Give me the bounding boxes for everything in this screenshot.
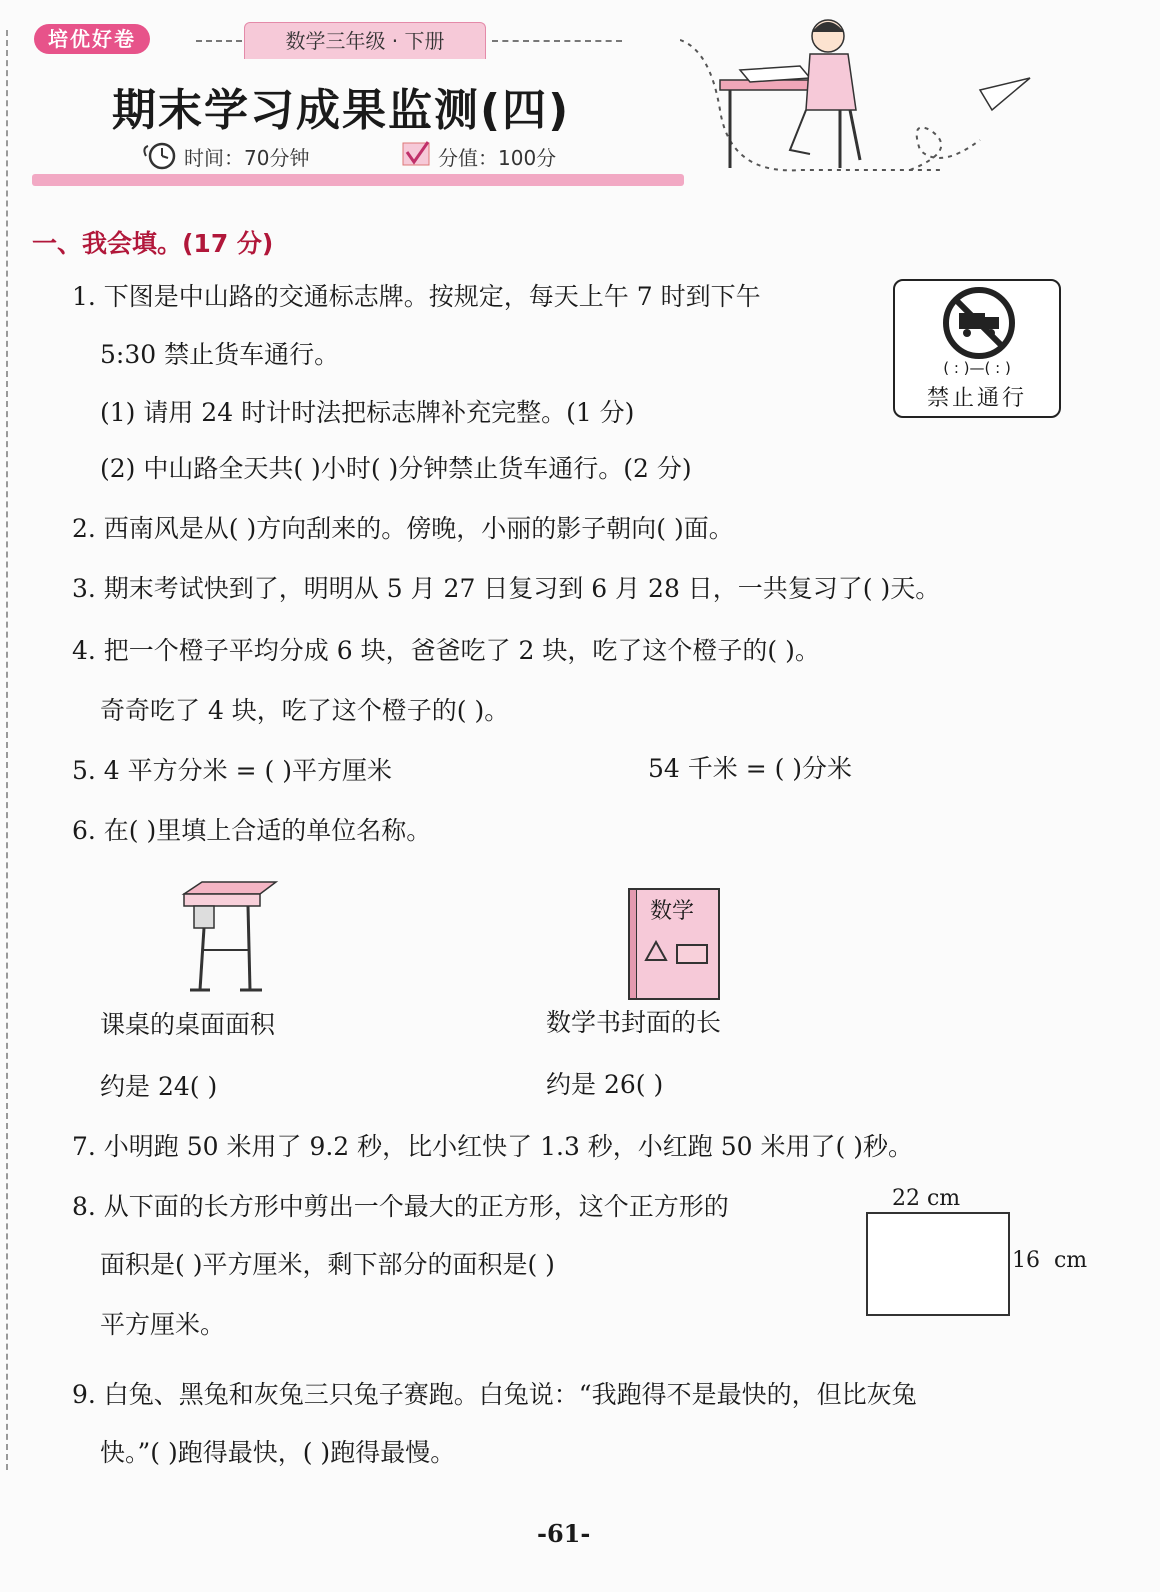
header-dots: [196, 40, 242, 42]
header-dots-right: [492, 40, 622, 42]
q1-line1: 1. 下图是中山路的交通标志牌。按规定，每天上午 7 时到下午: [72, 282, 761, 311]
rectangle-icon: [676, 944, 708, 964]
q4-line2: 奇奇吃了 4 块，吃了这个橙子的( )。: [100, 696, 510, 725]
q8-line1: 8. 从下面的长方形中剪出一个最大的正方形，这个正方形的: [72, 1192, 729, 1221]
q7-text: 7. 小明跑 50 米用了 9.2 秒，比小红快了 1.3 秒，小红跑 50 米用了( )秒。: [72, 1132, 913, 1161]
rectangle-figure: [866, 1212, 1010, 1316]
q6-book-line2: 约是 26( ): [546, 1070, 664, 1099]
grade-tab: 数学三年级 · 下册: [244, 22, 486, 59]
q5-right: 54 千米 = ( )分米: [648, 754, 853, 783]
triangle-icon: [644, 940, 668, 962]
rect-width-label: 22 cm: [892, 1186, 961, 1211]
series-badge: 培优好卷: [34, 24, 150, 54]
section-heading: 一、我会填。(17 分): [32, 229, 274, 258]
header-divider: [32, 174, 684, 186]
traffic-sign: [893, 279, 1061, 418]
q6-text: 6. 在( )里填上合适的单位名称。: [72, 816, 432, 845]
page-number: -61-: [537, 1519, 591, 1548]
q1-sub1: (1) 请用 24 时计时法把标志牌补充完整。(1 分): [100, 398, 635, 427]
q2-text: 2. 西南风是从( )方向刮来的。傍晚，小丽的影子朝向( )面。: [72, 514, 734, 543]
q9-line2: 快。”( )跑得最快，( )跑得最慢。: [100, 1438, 456, 1467]
q6-book-line1: 数学书封面的长: [546, 1008, 722, 1037]
q6-desk-line2: 约是 24( ): [100, 1072, 218, 1101]
sign-time-blanks: ( : )—( : ): [943, 359, 1011, 377]
desk-illustration: [180, 880, 280, 1000]
student-illustration: [680, 10, 1060, 185]
binding-edge: [6, 30, 8, 1470]
no-truck-icon: [939, 285, 1019, 361]
q6-desk-line1: 课桌的桌面面积: [100, 1010, 276, 1039]
rect-height-label: 16 cm: [1012, 1248, 1088, 1273]
book-spine: [630, 890, 637, 998]
book-title: 数学: [650, 899, 695, 924]
math-book-illustration: [628, 888, 720, 1000]
q1-sub2: (2) 中山路全天共( )小时( )分钟禁止货车通行。(2 分): [100, 454, 692, 483]
clock-icon: [140, 140, 180, 172]
sign-label: 禁止通行: [926, 386, 1027, 411]
q9-line1: 9. 白兔、黑兔和灰兔三只兔子赛跑。白兔说：“我跑得不是最快的，但比灰兔: [72, 1380, 917, 1409]
checkmark-icon: [402, 140, 432, 168]
q3-text: 3. 期末考试快到了，明明从 5 月 27 日复习到 6 月 28 日，一共复习了( )天。: [72, 574, 941, 603]
q4-line1: 4. 把一个橙子平均分成 6 块，爸爸吃了 2 块，吃了这个橙子的( )。: [72, 636, 820, 665]
q8-line3: 平方厘米。: [100, 1310, 226, 1339]
q5-left: 5. 4 平方分米 = ( )平方厘米: [72, 756, 392, 785]
q8-line2: 面积是( )平方厘米，剩下部分的面积是( ): [100, 1250, 555, 1279]
exam-time: 时间：70分钟: [184, 146, 310, 170]
page-title: 期末学习成果监测(四): [112, 85, 571, 136]
q1-line2: 5:30 禁止货车通行。: [100, 340, 340, 369]
exam-score: 分值：100分: [438, 146, 557, 170]
